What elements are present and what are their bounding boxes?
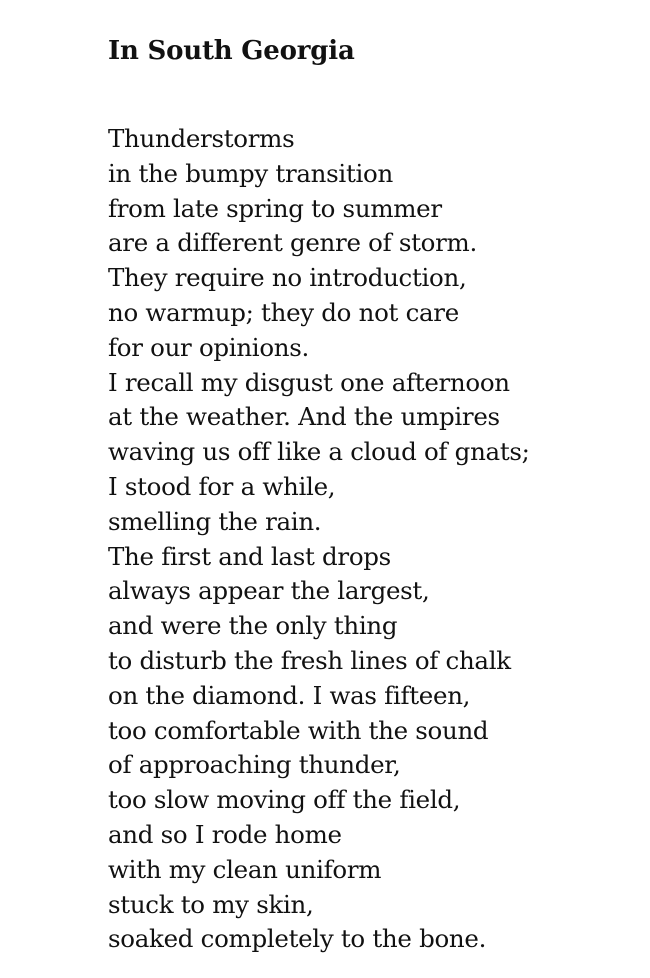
poem-line: They require no introduction, xyxy=(108,263,467,293)
poem-line: and so I rode home xyxy=(108,819,342,849)
poem-line: with my clean uniform xyxy=(108,854,382,884)
poem-line: smelling the rain. xyxy=(108,506,322,536)
poem xyxy=(108,34,628,957)
poem-line: are a different genre of storm. xyxy=(108,228,477,258)
poem-line: stuck to my skin, xyxy=(108,889,314,919)
poem-line: no warmup; they do not care xyxy=(108,297,459,327)
poem-line: too slow moving off the field, xyxy=(108,785,461,815)
poem-line: I stood for a while, xyxy=(108,471,336,501)
poem-line: waving us off like a cloud of gnats; xyxy=(108,437,530,467)
poem-line: soaked completely to the bone. xyxy=(108,924,487,954)
poem-line: and were the only thing xyxy=(108,611,398,641)
poem-line: at the weather. And the umpires xyxy=(108,402,500,432)
poem-line: in the bumpy transition xyxy=(108,158,393,188)
poem-line: to disturb the fresh lines of chalk xyxy=(108,645,511,675)
poem-line: from late spring to summer xyxy=(108,193,442,223)
poem-title: In South Georgia xyxy=(108,36,355,66)
poem-line: I recall my disgust one afternoon xyxy=(108,367,510,397)
poem-line: on the diamond. I was fifteen, xyxy=(108,680,471,710)
poem-line: of approaching thunder, xyxy=(108,750,401,780)
poem-body xyxy=(108,122,628,957)
poem-line: for our opinions. xyxy=(108,332,310,362)
poem-line: The first and last drops xyxy=(108,541,391,571)
poem-line: too comfortable with the sound xyxy=(108,715,489,745)
poem-line: Thunderstorms xyxy=(108,124,295,153)
poem-line: always appear the largest, xyxy=(108,576,430,606)
